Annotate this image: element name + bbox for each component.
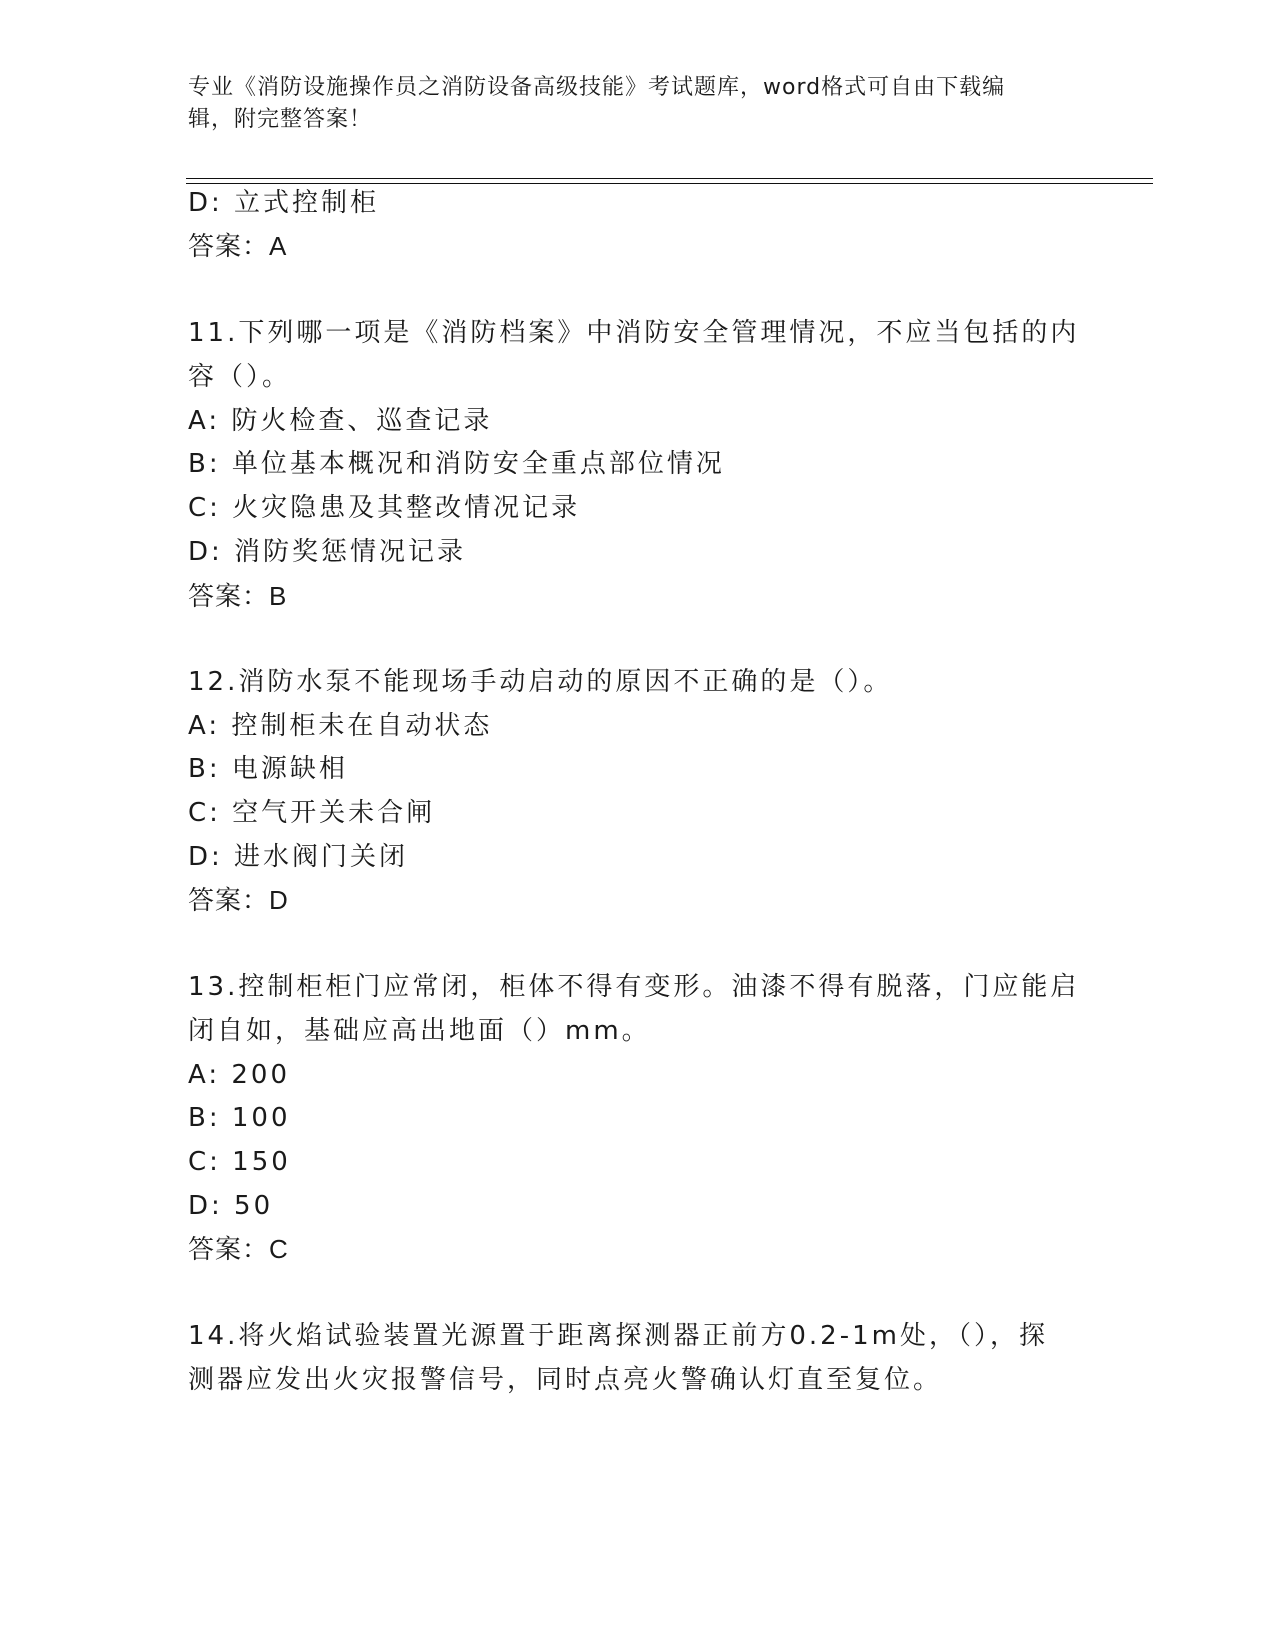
question-13-option-b: B: 100	[188, 1103, 291, 1133]
question-13-option-d: D: 50	[188, 1191, 274, 1221]
question-11-option-b: B: 单位基本概况和消防安全重点部位情况	[188, 449, 725, 479]
question-12-stem-line1: 12.消防水泵不能现场手动启动的原因不正确的是（）。	[188, 667, 893, 697]
page-header	[188, 72, 1088, 136]
answer-prev: 答案：A	[188, 231, 288, 261]
question-11-stem-line1: 11.下列哪一项是《消防档案》中消防安全管理情况，不应当包括的内	[188, 318, 1080, 348]
question-14-stem-line2: 测器应发出火灾报警信号，同时点亮火警确认灯直至复位。	[188, 1365, 943, 1395]
question-11-answer: 答案：B	[188, 581, 288, 611]
question-13-answer: 答案：C	[188, 1234, 289, 1264]
header-line-2: 辑，附完整答案！	[188, 107, 373, 132]
option-d-prev: D: 立式控制柜	[188, 188, 380, 218]
question-11-option-d: D: 消防奖惩情况记录	[188, 537, 467, 567]
header-divider-top	[186, 178, 1153, 179]
question-13-stem-line1: 13.控制柜柜门应常闭，柜体不得有变形。油漆不得有脱落，门应能启	[188, 972, 1080, 1002]
question-13-option-a: A: 200	[188, 1060, 290, 1090]
question-12-option-a: A: 控制柜未在自动状态	[188, 711, 493, 741]
question-11-stem-line2: 容（）。	[188, 362, 292, 392]
question-12-option-b: B: 电源缺相	[188, 754, 348, 784]
question-11-option-a: A: 防火检查、巡查记录	[188, 406, 493, 436]
question-12-answer: 答案：D	[188, 885, 289, 915]
question-12-option-d: D: 进水阀门关闭	[188, 842, 409, 872]
question-12-option-c: C: 空气开关未合闸	[188, 798, 436, 828]
header-line-1: 专业《消防设施操作员之消防设备高级技能》考试题库，word格式可自由下载编	[188, 75, 1006, 100]
question-11-option-c: C: 火灾隐患及其整改情况记录	[188, 493, 581, 523]
question-13-stem-line2: 闭自如，基础应高出地面（）mm。	[188, 1016, 651, 1046]
header-divider-bottom	[186, 183, 1153, 184]
question-14-stem-line1: 14.将火焰试验装置光源置于距离探测器正前方0.2-1m处，（），探	[188, 1321, 1048, 1351]
question-13-option-c: C: 150	[188, 1147, 291, 1177]
